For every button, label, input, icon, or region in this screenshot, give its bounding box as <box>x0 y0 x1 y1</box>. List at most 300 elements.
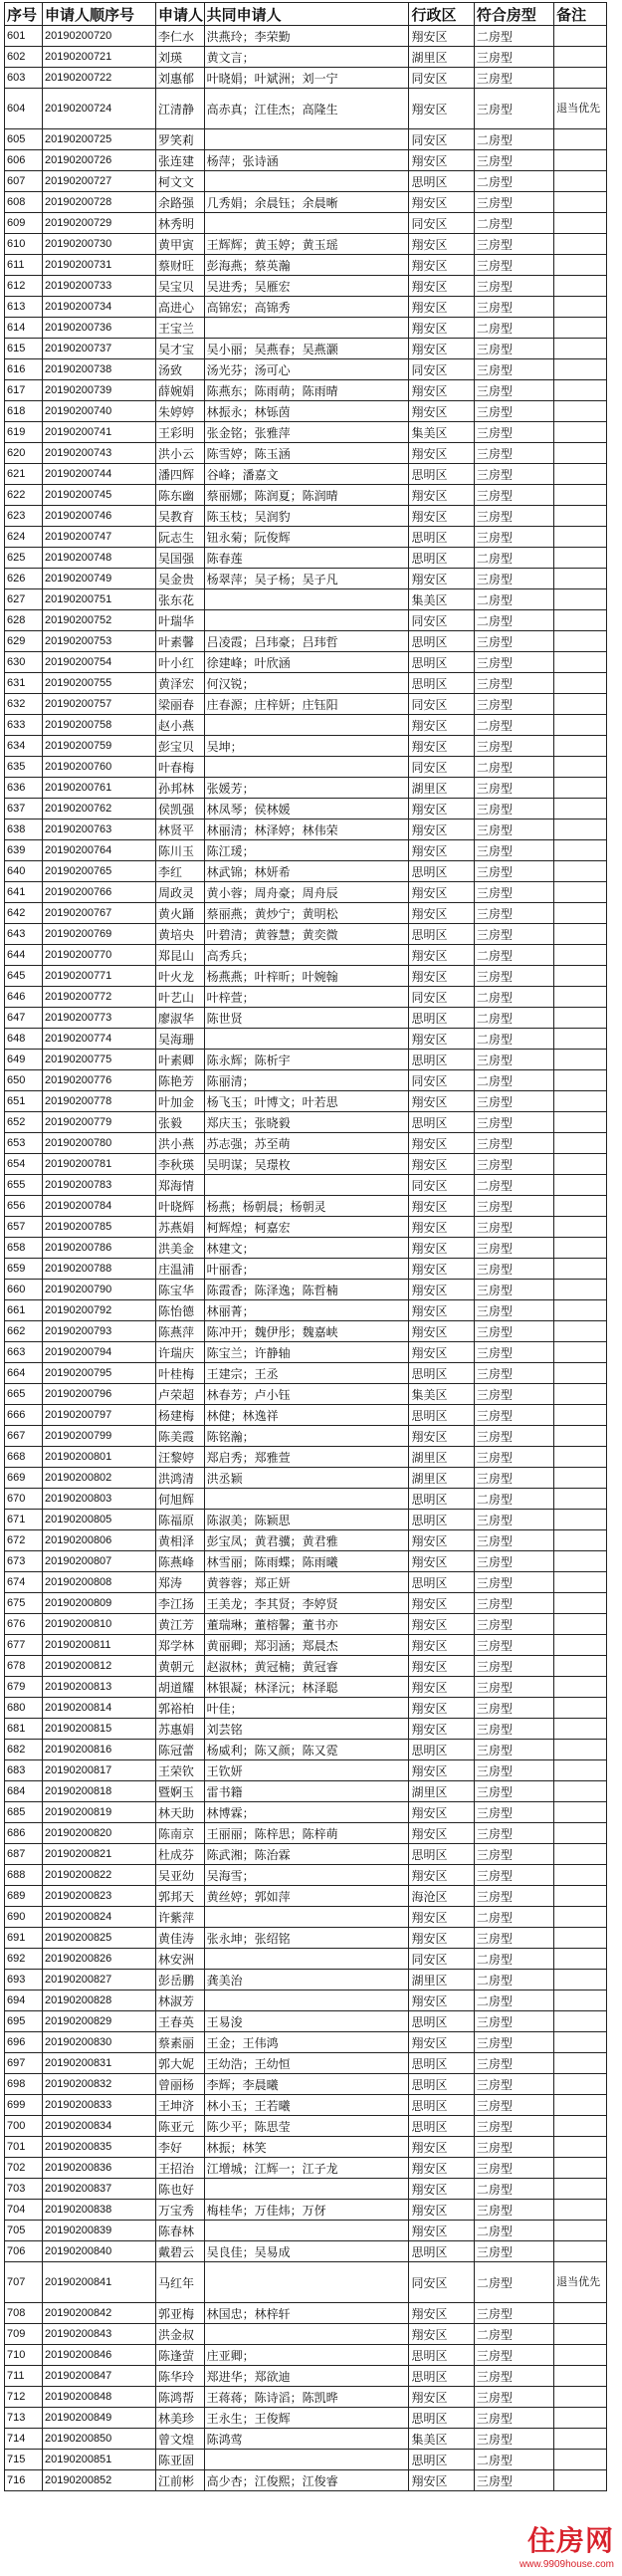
applicant-name: 叶素卿 <box>156 1050 205 1070</box>
co-applicants: 郑启秀；郑雅萱 <box>204 1447 409 1468</box>
room-type: 三房型 <box>474 276 553 297</box>
co-applicants: 林建文； <box>204 1238 409 1259</box>
applicant-code: 20190200764 <box>43 840 156 861</box>
row-number: 671 <box>5 1510 43 1530</box>
district: 思明区 <box>409 2450 474 2470</box>
table-row <box>5 2200 607 2221</box>
row-number: 613 <box>5 297 43 318</box>
note <box>554 736 607 757</box>
applicant-code: 20190200846 <box>43 2345 156 2366</box>
applicant-code: 20190200838 <box>43 2200 156 2221</box>
applicant-code: 20190200744 <box>43 464 156 485</box>
table-row <box>5 1259 607 1280</box>
note <box>554 464 607 485</box>
room-type: 三房型 <box>474 1781 553 1802</box>
applicant-code: 20190200741 <box>43 422 156 443</box>
applicant-name: 何旭辉 <box>156 1489 205 1510</box>
applicant-code: 20190200754 <box>43 652 156 673</box>
co-applicants: 张永坤；张绍铭 <box>204 1928 409 1949</box>
row-number: 689 <box>5 1886 43 1907</box>
row-number: 709 <box>5 2324 43 2345</box>
room-type: 三房型 <box>474 527 553 548</box>
header-applicant: 申请人 <box>156 3 205 26</box>
note <box>554 2241 607 2262</box>
room-type: 三房型 <box>474 2011 553 2032</box>
applicant-code: 20190200820 <box>43 1823 156 1844</box>
applicant-code: 20190200775 <box>43 1050 156 1070</box>
table-row <box>5 1217 607 1238</box>
row-number: 603 <box>5 68 43 89</box>
room-type: 三房型 <box>474 1384 553 1405</box>
row-number: 638 <box>5 820 43 840</box>
row-number: 691 <box>5 1928 43 1949</box>
district: 翔安区 <box>409 1091 474 1112</box>
row-number: 637 <box>5 799 43 820</box>
applicant-code: 20190200850 <box>43 2429 156 2450</box>
note <box>554 2095 607 2116</box>
table-row <box>5 2095 607 2116</box>
applicant-code: 20190200772 <box>43 987 156 1008</box>
table-row <box>5 2179 607 2200</box>
table-row <box>5 1928 607 1949</box>
applicant-code: 20190200806 <box>43 1530 156 1551</box>
co-applicants <box>204 1029 409 1050</box>
district: 翔安区 <box>409 26 474 47</box>
table-row <box>5 171 607 192</box>
room-type: 二房型 <box>474 1029 553 1050</box>
applicant-name: 陈也好 <box>156 2179 205 2200</box>
co-applicants: 杨威利；陈又颜；陈又霓 <box>204 1740 409 1760</box>
co-applicants: 郑进华；郑欲迪 <box>204 2366 409 2387</box>
table-row <box>5 1802 607 1823</box>
note <box>554 1781 607 1802</box>
table-row <box>5 401 607 422</box>
row-number: 685 <box>5 1802 43 1823</box>
district: 同安区 <box>409 213 474 234</box>
room-type: 三房型 <box>474 840 553 861</box>
row-number: 664 <box>5 1363 43 1384</box>
room-type: 三房型 <box>474 443 553 464</box>
note <box>554 987 607 1008</box>
district: 翔安区 <box>409 380 474 401</box>
applicant-code: 20190200842 <box>43 2303 156 2324</box>
row-number: 704 <box>5 2200 43 2221</box>
district: 同安区 <box>409 1949 474 1970</box>
applicant-code: 20190200803 <box>43 1489 156 1510</box>
table-row <box>5 1029 607 1050</box>
row-number: 700 <box>5 2116 43 2137</box>
applicant-name: 吴金贵 <box>156 569 205 589</box>
co-applicants: 吴良佳；吴易成 <box>204 2241 409 2262</box>
room-type: 三房型 <box>474 1823 553 1844</box>
room-type: 三房型 <box>474 192 553 213</box>
room-type: 三房型 <box>474 2032 553 2053</box>
table-row <box>5 68 607 89</box>
table-row <box>5 192 607 213</box>
table-row <box>5 1530 607 1551</box>
table-row <box>5 673 607 694</box>
row-number: 630 <box>5 652 43 673</box>
room-type: 二房型 <box>474 589 553 610</box>
table-row <box>5 380 607 401</box>
applicant-name: 陈怡德 <box>156 1300 205 1321</box>
applicant-code: 20190200793 <box>43 1321 156 1342</box>
co-applicants: 彭海燕；蔡英瀚 <box>204 255 409 276</box>
applicant-name: 郑学林 <box>156 1635 205 1656</box>
room-type: 二房型 <box>474 1070 553 1091</box>
district: 同安区 <box>409 129 474 150</box>
note <box>554 2429 607 2450</box>
row-number: 625 <box>5 548 43 569</box>
table-row <box>5 2450 607 2470</box>
room-type: 三房型 <box>474 506 553 527</box>
row-number: 640 <box>5 861 43 882</box>
table-row <box>5 2408 607 2429</box>
note <box>554 2450 607 2470</box>
note <box>554 715 607 736</box>
applicant-code: 20190200839 <box>43 2221 156 2241</box>
note <box>554 318 607 339</box>
co-applicants: 庄亚卿； <box>204 2345 409 2366</box>
applicant-name: 林淑芳 <box>156 1991 205 2011</box>
district: 思明区 <box>409 2408 474 2429</box>
room-type: 三房型 <box>474 1886 553 1907</box>
co-applicants: 叶佳； <box>204 1698 409 1719</box>
table-row <box>5 1635 607 1656</box>
room-type: 三房型 <box>474 1844 553 1865</box>
co-applicants: 林博霖； <box>204 1802 409 1823</box>
district: 翔安区 <box>409 569 474 589</box>
applicant-code: 20190200816 <box>43 1740 156 1760</box>
note <box>554 1468 607 1489</box>
applicant-name: 洪美金 <box>156 1238 205 1259</box>
district: 同安区 <box>409 987 474 1008</box>
applicant-code: 20190200746 <box>43 506 156 527</box>
applicant-name: 林美珍 <box>156 2408 205 2429</box>
room-type: 二房型 <box>474 1970 553 1991</box>
applicant-code: 20190200852 <box>43 2470 156 2491</box>
table-row <box>5 506 607 527</box>
co-applicants: 洪燕玲；李荣勤 <box>204 26 409 47</box>
room-type: 三房型 <box>474 150 553 171</box>
note <box>554 1907 607 1928</box>
applicant-code: 20190200808 <box>43 1572 156 1593</box>
applicant-code: 20190200778 <box>43 1091 156 1112</box>
applicant-code: 20190200841 <box>43 2262 156 2303</box>
row-number: 619 <box>5 422 43 443</box>
row-number: 693 <box>5 1970 43 1991</box>
row-number: 678 <box>5 1656 43 1677</box>
table-row <box>5 234 607 255</box>
applicant-code: 20190200813 <box>43 1677 156 1698</box>
table-row <box>5 715 607 736</box>
applicant-name: 高进心 <box>156 297 205 318</box>
co-applicants: 杨燕；杨朝晨；杨朝灵 <box>204 1196 409 1217</box>
room-type: 三房型 <box>474 1551 553 1572</box>
applicant-name: 吴教育 <box>156 506 205 527</box>
co-applicants: 几秀娟；余晨钰；余晨晰 <box>204 192 409 213</box>
co-applicants <box>204 171 409 192</box>
row-number: 713 <box>5 2408 43 2429</box>
district: 同安区 <box>409 694 474 715</box>
district: 思明区 <box>409 652 474 673</box>
row-number: 679 <box>5 1677 43 1698</box>
applicant-code: 20190200811 <box>43 1635 156 1656</box>
note <box>554 2387 607 2408</box>
header-row <box>5 3 607 26</box>
applicant-name: 马红年 <box>156 2262 205 2303</box>
note <box>554 778 607 799</box>
co-applicants <box>204 589 409 610</box>
note <box>554 380 607 401</box>
applicant-name: 薛婉娟 <box>156 380 205 401</box>
applicant-name: 吴宝贝 <box>156 276 205 297</box>
row-number: 623 <box>5 506 43 527</box>
room-type: 三房型 <box>474 255 553 276</box>
table-row <box>5 276 607 297</box>
row-number: 701 <box>5 2137 43 2158</box>
note <box>554 1050 607 1070</box>
co-applicants: 郑庆玉；张晓毅 <box>204 1112 409 1133</box>
applicant-name: 王招治 <box>156 2158 205 2179</box>
note <box>554 2074 607 2095</box>
applicant-name: 余路强 <box>156 192 205 213</box>
applicant-code: 20190200763 <box>43 820 156 840</box>
applicant-code: 20190200831 <box>43 2053 156 2074</box>
applicant-code: 20190200824 <box>43 1907 156 1928</box>
room-type: 三房型 <box>474 1405 553 1426</box>
room-type: 二房型 <box>474 2179 553 2200</box>
note <box>554 1949 607 1970</box>
district: 翔安区 <box>409 1551 474 1572</box>
table-row <box>5 945 607 966</box>
applicant-code: 20190200790 <box>43 1280 156 1300</box>
applicant-name: 胡道耀 <box>156 1677 205 1698</box>
applicant-name: 叶春梅 <box>156 757 205 778</box>
applicant-name: 廖淑华 <box>156 1008 205 1029</box>
applicant-code: 20190200840 <box>43 2241 156 2262</box>
room-type: 三房型 <box>474 1133 553 1154</box>
co-applicants: 林健；林逸祥 <box>204 1405 409 1426</box>
table-row <box>5 1154 607 1175</box>
co-applicants <box>204 1489 409 1510</box>
note <box>554 2366 607 2387</box>
table-row <box>5 1447 607 1468</box>
table-row <box>5 1196 607 1217</box>
note <box>554 401 607 422</box>
co-applicants: 黄丝婷；郭如萍 <box>204 1886 409 1907</box>
row-number: 705 <box>5 2221 43 2241</box>
district: 翔安区 <box>409 1280 474 1300</box>
table-row <box>5 2116 607 2137</box>
note <box>554 339 607 359</box>
applicant-code: 20190200727 <box>43 171 156 192</box>
row-number: 666 <box>5 1405 43 1426</box>
co-applicants: 高少杏；江俊熙；江俊睿 <box>204 2470 409 2491</box>
applicant-name: 李江扬 <box>156 1593 205 1614</box>
district: 思明区 <box>409 2116 474 2137</box>
room-type: 三房型 <box>474 1238 553 1259</box>
co-applicants: 谷峰；潘嘉文 <box>204 464 409 485</box>
note <box>554 1635 607 1656</box>
header-type: 符合房型 <box>474 3 553 26</box>
applicant-name: 曾丽杨 <box>156 2074 205 2095</box>
room-type: 三房型 <box>474 1719 553 1740</box>
applicant-code: 20190200851 <box>43 2450 156 2470</box>
table-row <box>5 1384 607 1405</box>
applicant-name: 陈南京 <box>156 1823 205 1844</box>
district: 翔安区 <box>409 1802 474 1823</box>
co-applicants <box>204 213 409 234</box>
applicant-code: 20190200755 <box>43 673 156 694</box>
table-row <box>5 1008 607 1029</box>
row-number: 703 <box>5 2179 43 2200</box>
district: 同安区 <box>409 359 474 380</box>
district: 翔安区 <box>409 1217 474 1238</box>
row-number: 656 <box>5 1196 43 1217</box>
table-row <box>5 1321 607 1342</box>
co-applicants: 杨飞玉；叶博文；叶若思 <box>204 1091 409 1112</box>
district: 翔安区 <box>409 715 474 736</box>
row-number: 711 <box>5 2366 43 2387</box>
table-row <box>5 966 607 987</box>
district: 翔安区 <box>409 1300 474 1321</box>
table-row <box>5 548 607 569</box>
table-row <box>5 861 607 882</box>
room-type: 三房型 <box>474 359 553 380</box>
room-type: 三房型 <box>474 380 553 401</box>
applicant-name: 叶瑞华 <box>156 610 205 631</box>
table-row <box>5 1823 607 1844</box>
applicant-code: 20190200830 <box>43 2032 156 2053</box>
co-applicants: 林振；林笑 <box>204 2137 409 2158</box>
note <box>554 2032 607 2053</box>
row-number: 657 <box>5 1217 43 1238</box>
room-type: 三房型 <box>474 2366 553 2387</box>
applicant-code: 20190200828 <box>43 1991 156 2011</box>
co-applicants: 陈冲开；魏伊彤；魏嘉峡 <box>204 1321 409 1342</box>
room-type: 三房型 <box>474 673 553 694</box>
district: 思明区 <box>409 171 474 192</box>
applicant-code: 20190200829 <box>43 2011 156 2032</box>
room-type: 三房型 <box>474 2429 553 2450</box>
co-applicants: 龚美治 <box>204 1970 409 1991</box>
row-number: 607 <box>5 171 43 192</box>
row-number: 615 <box>5 339 43 359</box>
district: 思明区 <box>409 1510 474 1530</box>
note <box>554 694 607 715</box>
room-type: 三房型 <box>474 2303 553 2324</box>
table-row <box>5 1907 607 1928</box>
room-type: 三房型 <box>474 1112 553 1133</box>
note <box>554 527 607 548</box>
applicant-code: 20190200761 <box>43 778 156 799</box>
row-number: 662 <box>5 1321 43 1342</box>
row-number: 699 <box>5 2095 43 2116</box>
note <box>554 1091 607 1112</box>
row-number: 616 <box>5 359 43 380</box>
table-row <box>5 150 607 171</box>
co-applicants <box>204 2221 409 2241</box>
row-number: 682 <box>5 1740 43 1760</box>
district: 翔安区 <box>409 1760 474 1781</box>
room-type: 二房型 <box>474 2450 553 2470</box>
applicant-name: 周政灵 <box>156 882 205 903</box>
applicant-code: 20190200758 <box>43 715 156 736</box>
row-number: 609 <box>5 213 43 234</box>
applicant-name: 陈逢萤 <box>156 2345 205 2366</box>
note <box>554 213 607 234</box>
applicant-name: 吴才宝 <box>156 339 205 359</box>
district: 翔安区 <box>409 882 474 903</box>
co-applicants: 吴进秀；吴雁宏 <box>204 276 409 297</box>
district: 翔安区 <box>409 2387 474 2408</box>
applicant-code: 20190200725 <box>43 129 156 150</box>
table-row <box>5 255 607 276</box>
table-row <box>5 1886 607 1907</box>
district: 同安区 <box>409 68 474 89</box>
note <box>554 1196 607 1217</box>
table-row <box>5 1363 607 1384</box>
room-type: 三房型 <box>474 422 553 443</box>
co-applicants <box>204 318 409 339</box>
district: 思明区 <box>409 1008 474 1029</box>
district: 翔安区 <box>409 150 474 171</box>
room-type: 三房型 <box>474 2387 553 2408</box>
applicant-name: 王春英 <box>156 2011 205 2032</box>
district: 同安区 <box>409 610 474 631</box>
row-number: 690 <box>5 1907 43 1928</box>
note <box>554 2137 607 2158</box>
note <box>554 610 607 631</box>
district: 思明区 <box>409 631 474 652</box>
row-number: 641 <box>5 882 43 903</box>
room-type: 二房型 <box>474 26 553 47</box>
district: 思明区 <box>409 2345 474 2366</box>
applicant-code: 20190200733 <box>43 276 156 297</box>
row-number: 601 <box>5 26 43 47</box>
note <box>554 1740 607 1760</box>
table-row <box>5 757 607 778</box>
row-number: 651 <box>5 1091 43 1112</box>
note <box>554 443 607 464</box>
applicant-name: 吴亚幼 <box>156 1865 205 1886</box>
applicant-name: 林安洲 <box>156 1949 205 1970</box>
district: 同安区 <box>409 1070 474 1091</box>
row-number: 626 <box>5 569 43 589</box>
note <box>554 485 607 506</box>
applicant-name: 郑昆山 <box>156 945 205 966</box>
co-applicants <box>204 129 409 150</box>
applicant-name: 陈春林 <box>156 2221 205 2241</box>
co-applicants: 黄蓉蓉；郑正妍 <box>204 1572 409 1593</box>
row-number: 659 <box>5 1259 43 1280</box>
note <box>554 2221 607 2241</box>
co-applicants: 吴小丽；吴燕春；吴燕灏 <box>204 339 409 359</box>
room-type: 二房型 <box>474 1175 553 1196</box>
room-type: 二房型 <box>474 610 553 631</box>
co-applicants: 林小玉；王若曦 <box>204 2095 409 2116</box>
applicant-name: 彭岳鹏 <box>156 1970 205 1991</box>
applicant-code: 20190200757 <box>43 694 156 715</box>
district: 翔安区 <box>409 255 474 276</box>
room-type: 二房型 <box>474 1949 553 1970</box>
district: 集美区 <box>409 1384 474 1405</box>
district: 思明区 <box>409 464 474 485</box>
note <box>554 2158 607 2179</box>
row-number: 649 <box>5 1050 43 1070</box>
applicant-name: 陈美霞 <box>156 1426 205 1447</box>
